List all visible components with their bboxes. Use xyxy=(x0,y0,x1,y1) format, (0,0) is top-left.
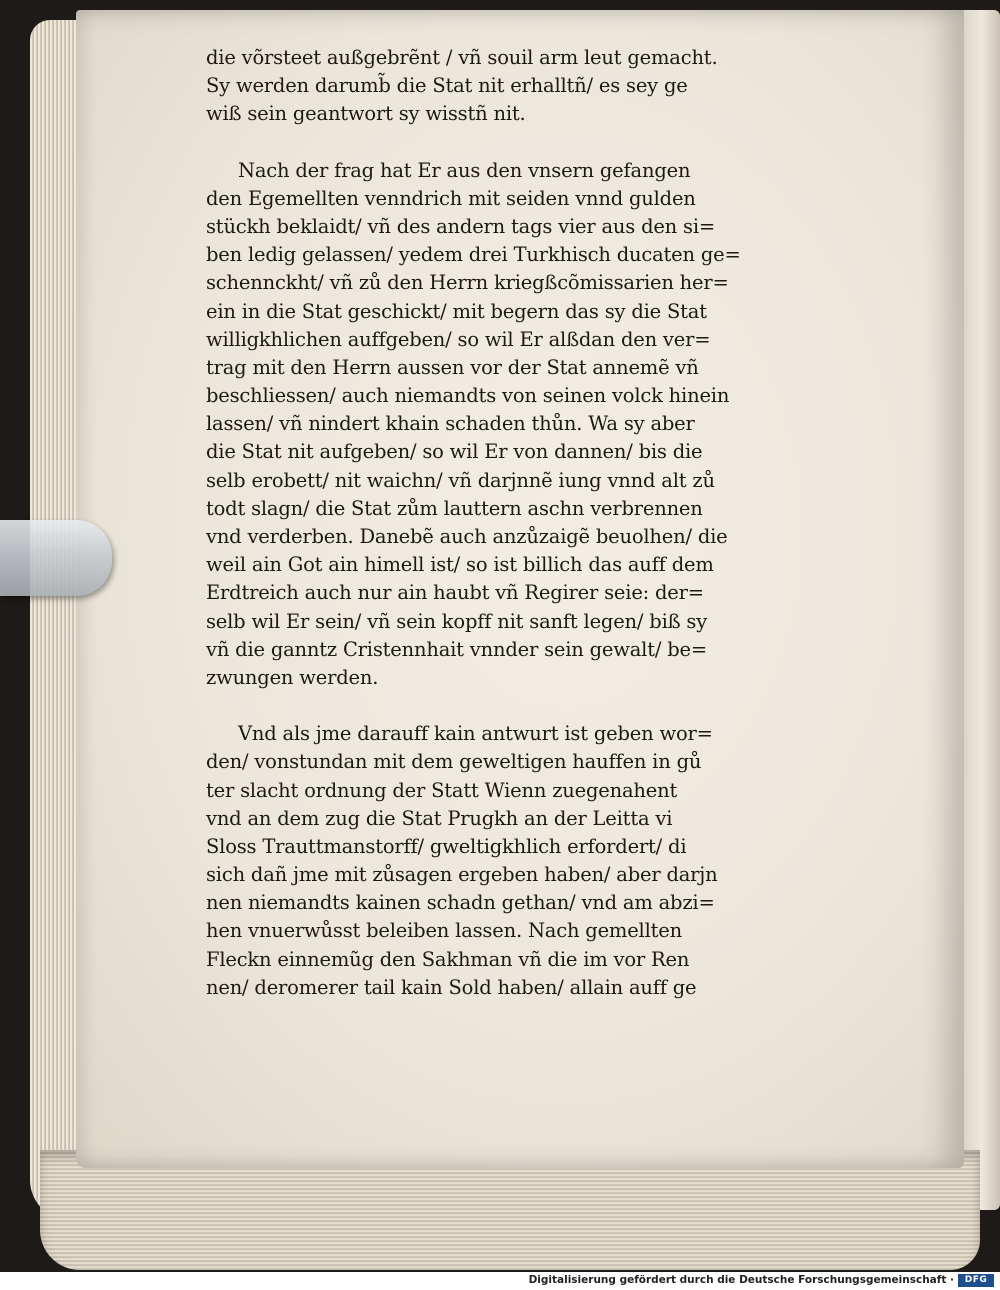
text-line: todt slagn/ die Stat zům lauttern aschn verbrennen xyxy=(206,496,703,520)
text-line: lassen/ vñ nindert khain schaden thůn. Wa sy aber xyxy=(206,412,695,436)
text-line: Nach der frag hat Er aus den vnsern gefangen xyxy=(238,158,691,182)
text-line: Fleckn einnemũg den Sakhman vñ die im vor Ren xyxy=(206,947,690,971)
text-line: die Stat nit aufgeben/ so wil Er von dannen/ bis die xyxy=(206,440,703,464)
text-line: wiß sein geantwort sy wisstñ nit. xyxy=(206,102,526,126)
text-line: Erdtreich auch nur ain haubt vñ Regirer seie: der= xyxy=(206,581,704,605)
text-line: vnd an dem zug die Stat Prugkh an der Leitta vi xyxy=(206,806,673,830)
paragraph xyxy=(206,44,846,129)
text-line: selb wil Er sein/ vñ sein kopff nit sanft legen/ biß sy xyxy=(206,609,708,633)
text-line: nen/ deromerer tail kain Sold haben/ allain auff ge xyxy=(206,975,697,999)
text-line: vnd verderben. Danebẽ auch anzůzaigẽ beuolhen/ die xyxy=(206,525,728,548)
footer-credit: Digitalisierung gefördert durch die Deutsche Forschungsgemeinschaft · xyxy=(528,1274,954,1286)
dfg-logo: DFG xyxy=(958,1274,994,1287)
text-line: vñ die ganntz Cristennhait vnnder sein gewalt/ be= xyxy=(206,637,707,661)
footer xyxy=(0,1272,1000,1290)
text-line: den/ vonstundan mit dem geweltigen hauffen in gů xyxy=(206,750,702,774)
text-line: Sloss Trauttmanstorff/ gweltigkhlich erfordert/ di xyxy=(206,834,687,858)
text-line: willigkhlichen auffgeben/ so wil Er alßdan den ver= xyxy=(206,327,711,351)
text-line: ter slacht ordnung der Statt Wienn zuegenahent xyxy=(206,778,678,802)
text-line: beschliessen/ auch niemandts von seinen volck hinein xyxy=(206,384,730,408)
text-line: ben ledig gelassen/ yedem drei Turkhisch ducaten ge= xyxy=(206,243,741,267)
text-line: schennckht/ vñ zů den Herrn kriegßcõmissarien her= xyxy=(206,271,729,295)
text-line: stückh beklaidt/ vñ des andern tags vier aus den si= xyxy=(206,214,716,238)
text-line: weil ain Got ain himell ist/ so ist billich das auff dem xyxy=(206,553,714,577)
paragraph xyxy=(206,157,846,693)
page-text xyxy=(206,44,846,1002)
text-line: trag mit den Herrn aussen vor der Stat annemẽ vñ xyxy=(206,355,699,379)
text-line: ein in die Stat geschickt/ mit begern das sy die Stat xyxy=(206,299,707,323)
text-line: Vnd als jme darauff kain antwurt ist geben wor= xyxy=(238,722,713,746)
text-line: selb erobett/ nit waichn/ vñ darjnnẽ iung vnnd alt zů xyxy=(206,468,715,492)
text-line: hen vnuerwůsst beleiben lassen. Nach gemellten xyxy=(206,919,682,943)
text-line: den Egemellten venndrich mit seiden vnnd gulden xyxy=(206,186,696,210)
text-line: sich dañ jme mit zůsagen ergeben haben/ aber darjn xyxy=(206,863,718,887)
page-clip xyxy=(0,520,112,596)
text-line: nen niemandts kainen schadn gethan/ vnd am abzi= xyxy=(206,891,715,915)
text-line: zwungen werden. xyxy=(206,665,379,689)
text-line: die võrsteet außgebrẽnt / vñ souil arm leut gemacht. xyxy=(206,46,718,69)
page-stack-bottom xyxy=(40,1150,980,1270)
text-line: Sy werden darumb̃ die Stat nit erhalltñ/ es sey ge xyxy=(206,74,688,98)
paragraph xyxy=(206,720,846,1002)
